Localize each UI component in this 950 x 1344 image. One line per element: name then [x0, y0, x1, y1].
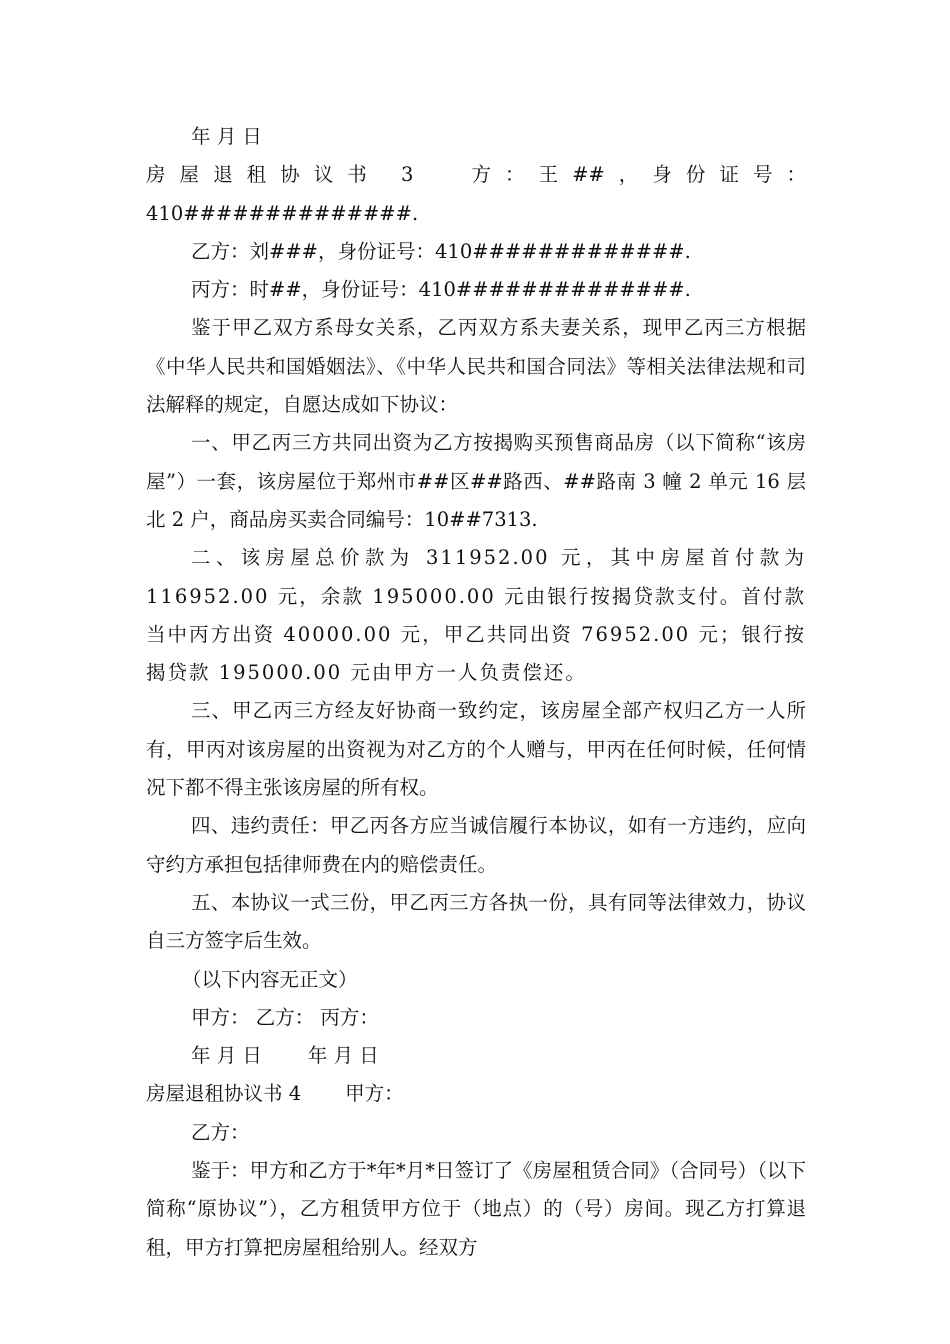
clause-2: 二、该房屋总价款为 311952.00 元，其中房屋首付款为 116952.00 元，余款 195000.00 元由银行按揭贷款支付。首付款当中丙方出资 40000.00 元，甲乙共同出资 76952.00 元；银行按揭贷款 195000.00 元由甲方一人负责偿还。	[146, 546, 806, 685]
signature-date-1: 年 月 日	[191, 1044, 262, 1068]
party-a-info: 方：王##，身份证号：410##############.	[146, 163, 806, 225]
party-c-info: 丙方：时##，身份证号：410##############.	[191, 278, 691, 302]
agreement-3-header	[146, 156, 806, 233]
agreement-4-title: 房屋退租协议书 4	[146, 1082, 302, 1106]
agreement-4-header	[146, 1075, 806, 1113]
signature-dates	[146, 1037, 806, 1075]
no-text-below-note: （以下内容无正文）	[182, 967, 358, 991]
agreement-4-party-a: 甲方：	[345, 1082, 404, 1106]
signature-parties: 甲方： 乙方： 丙方：	[191, 1005, 379, 1029]
signature-date-2: 年 月 日	[307, 1044, 379, 1068]
party-b-info: 乙方：刘###，身份证号：410#############.	[191, 239, 691, 263]
agreement-4-party-b: 乙方：	[191, 1120, 250, 1144]
agreement-4-preamble: 鉴于：甲方和乙方于*年*月*日签订了《房屋租赁合同》（合同号）（以下简称“原协议”），乙方租赁甲方位于（地点）的（号）房间。现乙方打算退租，甲方打算把房屋租给别人。经双方	[146, 1159, 806, 1259]
clause-4: 四、违约责任：甲乙丙各方应当诚信履行本协议，如有一方违约，应向守约方承担包括律师费在内的赔偿责任。	[146, 814, 806, 876]
date-line-top: 年 月 日	[191, 125, 262, 148]
clause-3: 三、甲乙丙三方经友好协商一致约定，该房屋全部产权归乙方一人所有，甲丙对该房屋的出资视为对乙方的个人赠与，甲丙在任何时候，任何情况下都不得主张该房屋的所有权。	[146, 699, 806, 800]
clause-1: 一、甲乙丙三方共同出资为乙方按揭购买预售商品房（以下简称“该房屋”）一套，该房屋位于郑州市##区##路西、##路南 3 幢 2 单元 16 层北 2 户，商品房买卖合同编号：10##7313.	[146, 431, 806, 531]
preamble-paragraph: 鉴于甲乙双方系母女关系，乙丙双方系夫妻关系，现甲乙丙三方根据《中华人民共和国婚姻法》、《中华人民共和国合同法》等相关法律法规和司法解释的规定，自愿达成如下协议：	[146, 316, 806, 417]
clause-5: 五、本协议一式三份，甲乙丙三方各执一份，具有同等法律效力，协议自三方签字后生效。	[146, 890, 806, 953]
document-body	[146, 118, 806, 1267]
agreement-3-title: 房屋退租协议书 3	[146, 163, 414, 187]
